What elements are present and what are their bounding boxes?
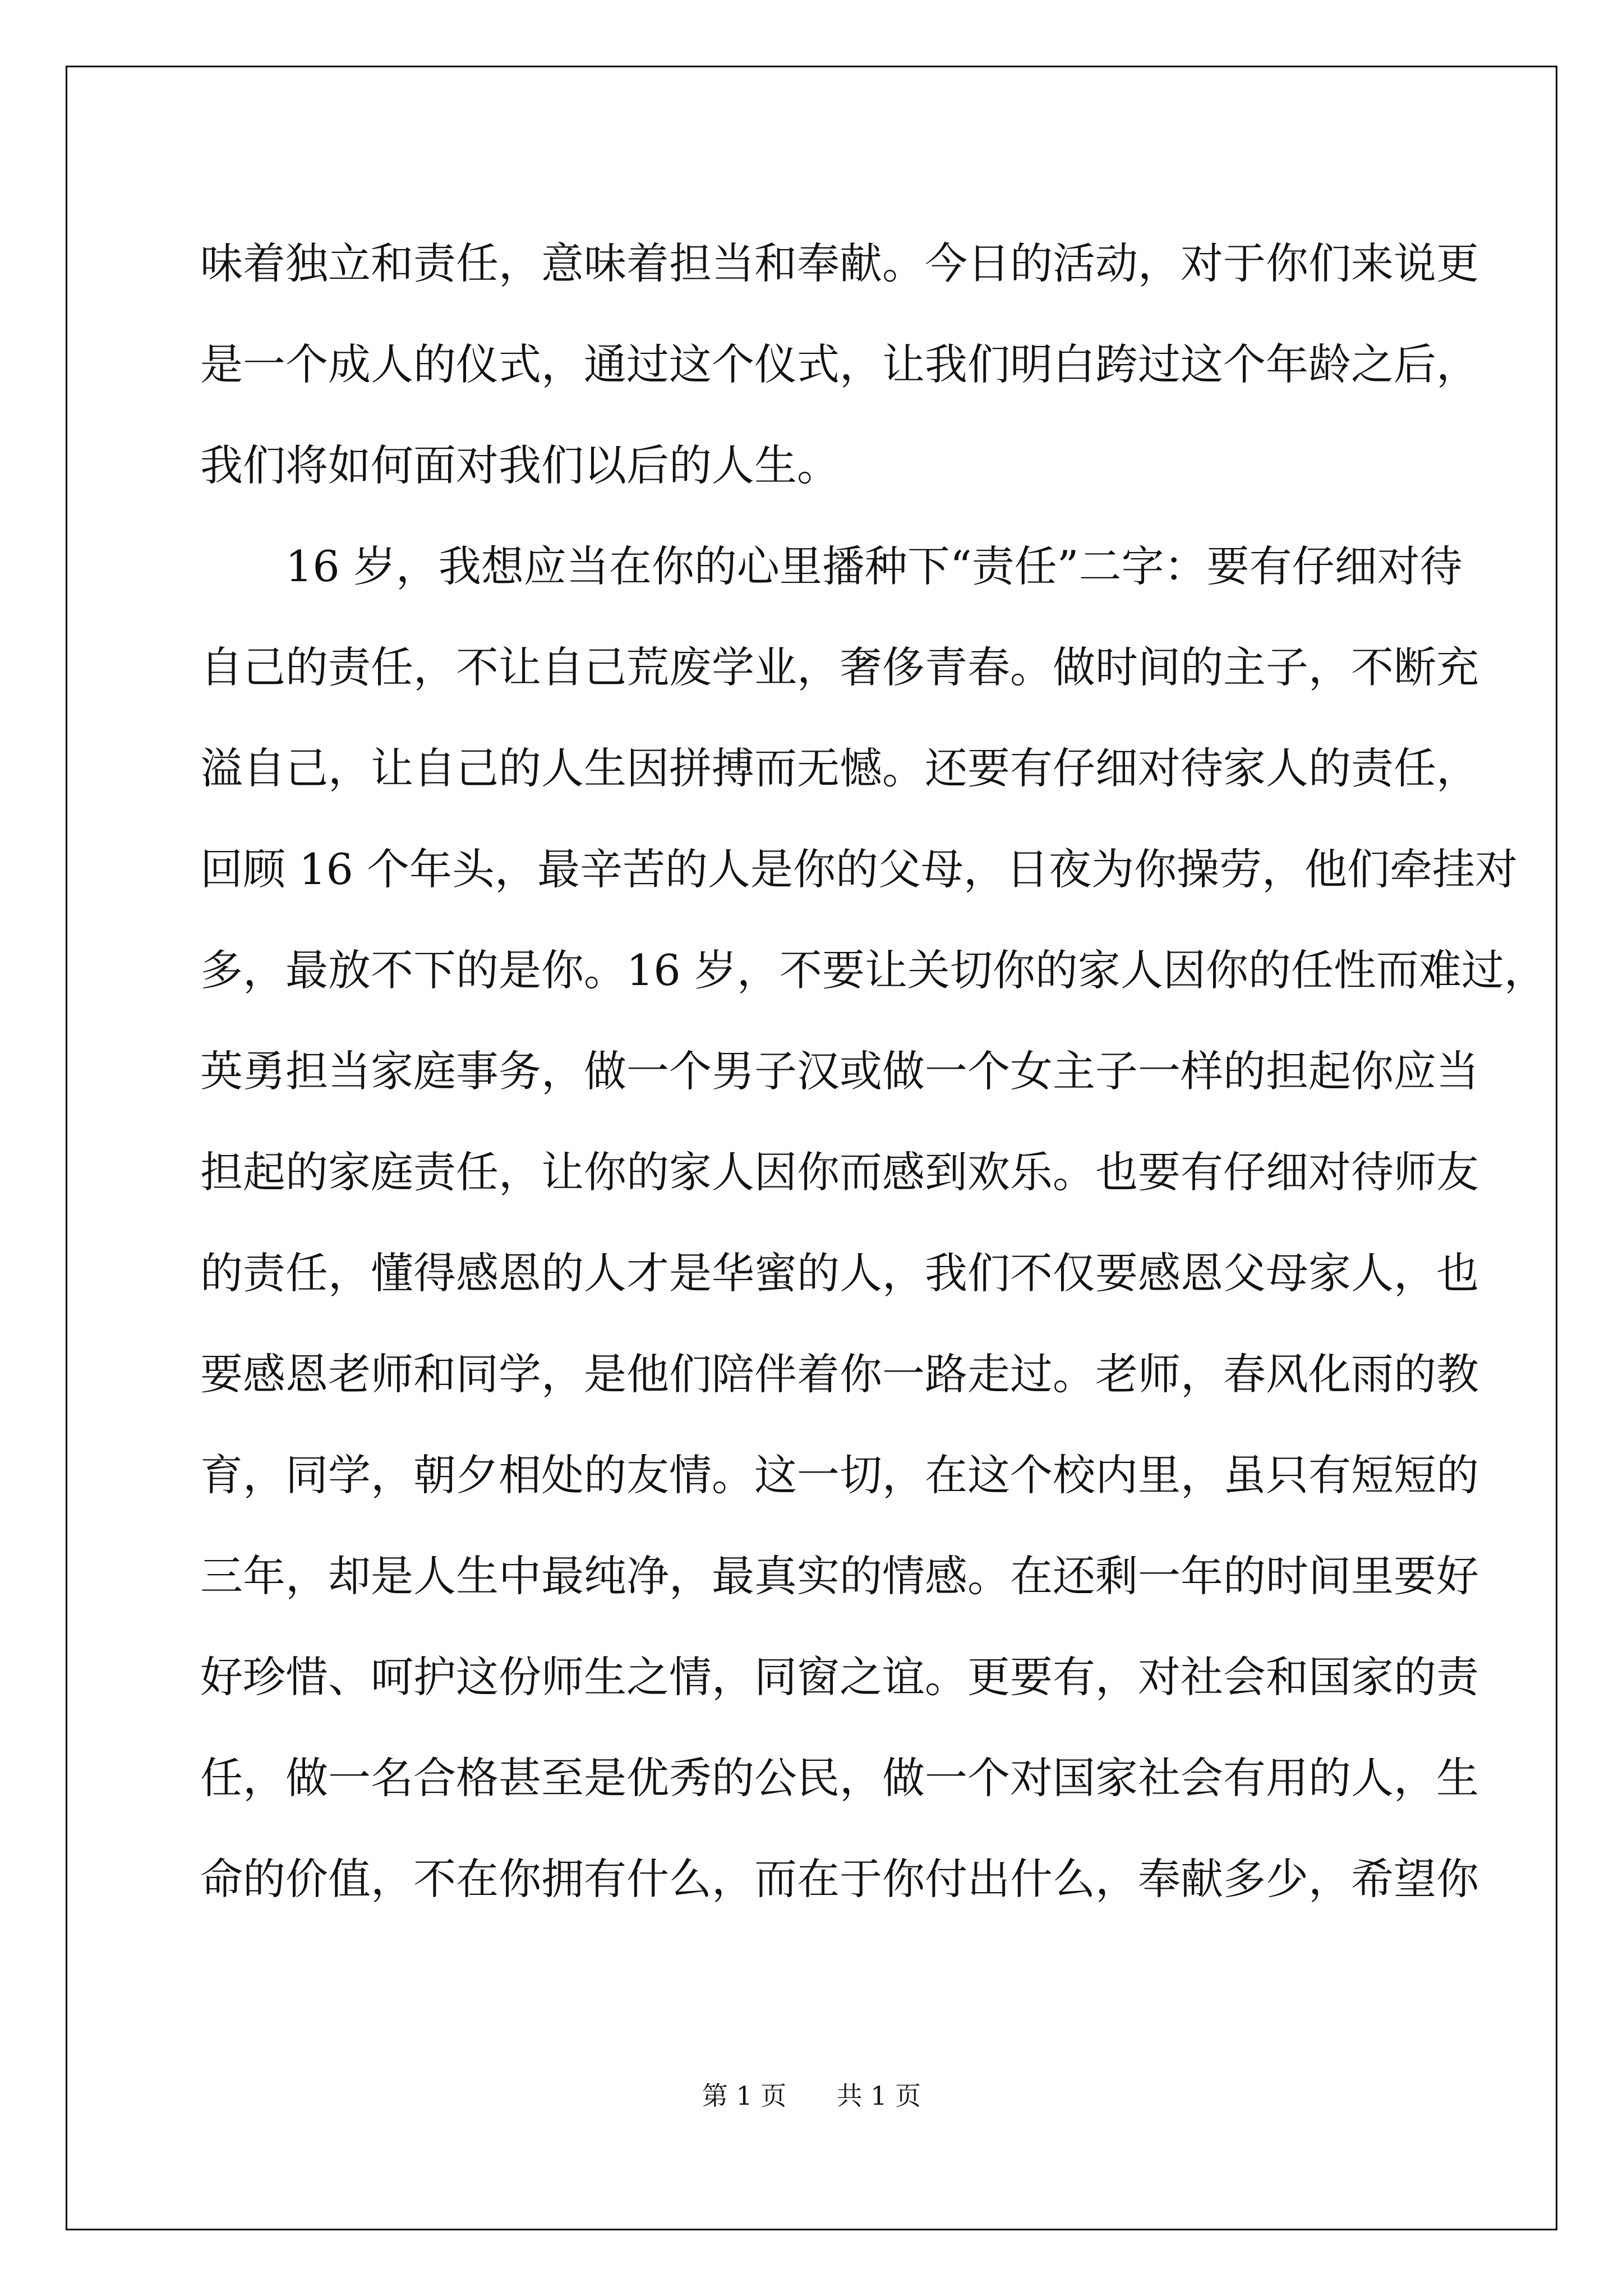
text-line: 三年，却是人生中最纯净，最真实的情感。在还剩一年的时间里要好 (200, 1551, 1479, 1601)
text-line: 味着独立和责任，意味着担当和奉献。今日的活动，对于你们来说更 (200, 238, 1479, 288)
text-line: 好珍惜、呵护这份师生之情，同窗之谊。更要有，对社会和国家的责 (200, 1652, 1479, 1702)
text-line: 回顾 16 个年头，最辛苦的人是你的父母，日夜为你操劳，他们牵挂对 (200, 844, 1518, 894)
document-body (200, 213, 1547, 1930)
text-line: 自己的责任，不让自己荒废学业，奢侈青春。做时间的主子，不断充 (200, 642, 1479, 692)
text-line: 的责任，懂得感恩的人才是华蜜的人，我们不仅要感恩父母家人，也 (200, 1248, 1479, 1298)
text-line: 要感恩老师和同学，是他们陪伴着你一路走过。老师，春风化雨的教 (200, 1349, 1479, 1399)
text-line: 育，同学，朝夕相处的友情。这一切，在这个校内里，虽只有短短的 (200, 1450, 1479, 1500)
text-line: 命的价值，不在你拥有什么，而在于你付出什么，奉献多少，希望你 (200, 1854, 1479, 1904)
text-line: 溢自己，让自己的人生因拼搏而无憾。还要有仔细对待家人的责任， (200, 743, 1479, 793)
page-number-current: 第 1 页 (702, 2081, 787, 2111)
text-line: 英勇担当家庭事务，做一个男子汉或做一个女主子一样的担起你应当 (200, 1046, 1479, 1096)
text-line: 任，做一名合格甚至是优秀的公民，做一个对国家社会有用的人，生 (200, 1753, 1479, 1803)
page-number-total: 共 1 页 (836, 2081, 921, 2111)
text-line: 担起的家庭责任，让你的家人因你而感到欢乐。也要有仔细对待师友 (200, 1147, 1479, 1197)
text-line: 我们将如何面对我们以后的人生。 (200, 440, 840, 490)
text-line: 16 岁，我想应当在你的心里播种下“责任”二字：要有仔细对待 (200, 541, 1463, 591)
page-footer (0, 2079, 1623, 2113)
text-line: 是一个成人的仪式，通过这个仪式，让我们明白跨过这个年龄之后， (200, 339, 1479, 389)
text-line: 多，最放不下的是你。16 岁，不要让关切你的家人因你的任性而难过， (200, 945, 1547, 995)
